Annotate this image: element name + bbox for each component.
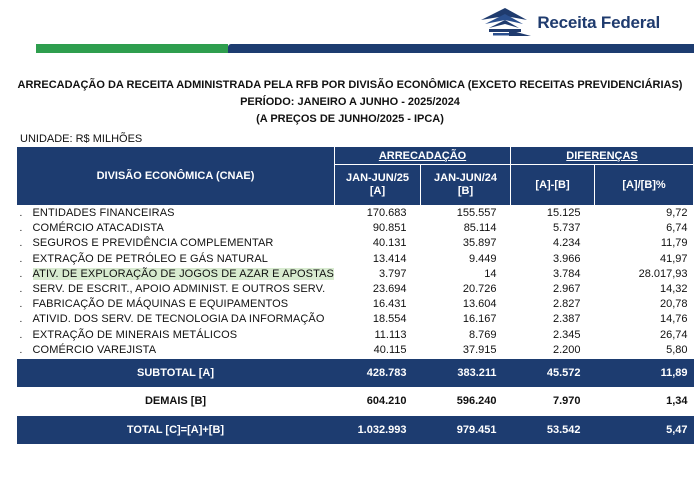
row-bullet: . (19, 208, 23, 220)
demais-row (17, 387, 694, 416)
row-value-b: 85.114 (463, 222, 497, 235)
table-row (17, 282, 694, 297)
row-bullet: . (19, 344, 23, 356)
row-label: COMÉRCIO VAREJISTA (32, 343, 157, 356)
header-col-jan-jun-25-line2: [A] (369, 185, 386, 197)
row-label (31, 267, 335, 282)
header-col-diff: [A]-[B] (511, 165, 595, 206)
header-col-jan-jun-25-line1: JAN-JUN/25 (346, 172, 409, 184)
row-value-b: 16.167 (462, 313, 497, 326)
receita-federal-logo (479, 6, 660, 40)
demais-value-a: 604.210 (366, 394, 407, 407)
row-label: EXTRAÇÃO DE PETRÓLEO E GÁS NATURAL (32, 252, 268, 265)
subtotal-pct: 11,89 (595, 358, 694, 387)
row-pct: 28.017,93 (638, 267, 688, 280)
demais-diff: 7.970 (552, 394, 581, 407)
table-row (17, 252, 694, 267)
green-bar-segment (36, 44, 228, 53)
row-pct: 20,78 (660, 298, 688, 311)
header-col-jan-jun-25 (335, 165, 421, 206)
header-col-pct: [A]/[B]% (595, 165, 694, 206)
row-value-b: 20.726 (462, 283, 497, 296)
row-value-b: 35.897 (462, 237, 497, 250)
row-pct: 14,32 (660, 283, 688, 296)
total-value-a: 1.032.993 (335, 415, 421, 444)
row-pct: 14,76 (660, 313, 688, 326)
row-pct: 5,80 (666, 343, 688, 356)
subtotal-value-a: 428.783 (335, 358, 421, 387)
row-label: EXTRAÇÃO DE MINERAIS METÁLICOS (32, 328, 238, 341)
row-pct: 11,79 (660, 237, 688, 250)
total-value-b: 979.451 (421, 415, 511, 444)
table-row (17, 328, 694, 343)
row-diff: 2.345 (552, 328, 581, 341)
header-color-bar (36, 44, 694, 53)
row-label: FABRICAÇÃO DE MÁQUINAS E EQUIPAMENTOS (32, 298, 289, 311)
table-row (17, 206, 694, 222)
row-diff: 2.387 (552, 313, 581, 326)
total-row (17, 415, 694, 444)
table-row (17, 343, 694, 359)
table-row (17, 312, 694, 327)
row-value-a: 13.414 (372, 252, 407, 265)
row-value-b: 155.557 (456, 207, 497, 220)
subtotal-row (17, 358, 694, 387)
row-pct: 41,97 (660, 252, 688, 265)
row-value-a: 16.431 (372, 298, 407, 311)
header-col-jan-jun-24 (421, 165, 511, 206)
demais-label: DEMAIS [B] (144, 394, 207, 407)
row-value-a: 170.683 (366, 207, 407, 220)
report-price-basis: (A PREÇOS DE JUNHO/2025 - IPCA) (256, 113, 444, 125)
row-value-a: 40.131 (372, 237, 407, 250)
header-arrecadacao (335, 147, 511, 165)
header-arrecadacao-text: ARRECADAÇÃO (378, 149, 467, 162)
row-diff: 2.967 (552, 283, 581, 296)
header-diferencas (511, 147, 694, 165)
row-bullet: . (19, 284, 23, 296)
revenue-table (16, 146, 694, 444)
row-label: SEGUROS E PREVIDÊNCIA COMPLEMENTAR (32, 237, 274, 250)
row-bullet: . (19, 238, 23, 250)
row-value-a: 18.554 (372, 313, 407, 326)
demais-value-b: 596.240 (456, 394, 497, 407)
row-value-b: 8.769 (468, 328, 497, 341)
row-pct: 9,72 (666, 207, 688, 220)
row-label: ENTIDADES FINANCEIRAS (32, 207, 175, 220)
row-value-b: 14 (484, 267, 497, 280)
row-diff: 2.827 (552, 298, 581, 311)
header-col-jan-jun-24-line1: JAN-JUN/24 (434, 172, 497, 184)
row-bullet: . (19, 253, 23, 265)
row-diff: 5.737 (552, 222, 581, 235)
table-row (17, 297, 694, 312)
blue-bar-segment (228, 44, 694, 53)
subtotal-value-b: 383.211 (421, 358, 511, 387)
row-label: ATIVID. DOS SERV. DE TECNOLOGIA DA INFORMAÇÃO (32, 313, 325, 326)
total-pct: 5,47 (595, 415, 694, 444)
receita-federal-emblem-icon (479, 6, 533, 40)
row-diff: 4.234 (552, 237, 581, 250)
row-value-b: 9.449 (468, 252, 497, 265)
row-diff: 3.784 (552, 267, 581, 280)
row-value-a: 23.694 (372, 283, 407, 296)
table-row (17, 221, 694, 236)
header-col-jan-jun-24-line2: [B] (457, 185, 474, 197)
row-label: SERV. DE ESCRIT., APOIO ADMINIST. E OUTROS SERV. (32, 283, 326, 296)
row-diff: 3.966 (552, 252, 581, 265)
row-pct: 26,74 (660, 328, 688, 341)
row-diff: 15.125 (546, 207, 581, 220)
row-value-a: 11.113 (374, 328, 407, 341)
row-label-highlight: ATIV. DE EXPLORAÇÃO DE JOGOS DE AZAR E APOSTAS (32, 267, 334, 280)
unit-label: UNIDADE: R$ MILHÕES (20, 133, 143, 145)
subtotal-diff: 45.572 (511, 358, 595, 387)
logo-text: Receita Federal (537, 13, 660, 32)
report-title: ARRECADAÇÃO DA RECEITA ADMINISTRADA PELA RFB POR DIVISÃO ECONÔMICA (EXCETO RECEITAS PREVIDENCIÁRIAS) (17, 79, 683, 91)
row-value-a: 90.851 (372, 222, 407, 235)
table-row-highlighted (17, 267, 694, 282)
row-diff: 2.200 (552, 343, 581, 356)
row-value-a: 3.797 (378, 267, 407, 280)
table-totals (17, 358, 694, 444)
row-pct: 6,74 (666, 222, 688, 235)
page-header (0, 0, 700, 58)
row-bullet: . (19, 314, 23, 326)
table-row (17, 236, 694, 251)
table-body (17, 206, 694, 359)
row-value-a: 40.115 (373, 343, 407, 356)
row-value-b: 37.915 (462, 343, 497, 356)
row-value-b: 13.604 (462, 298, 497, 311)
total-diff: 53.542 (511, 415, 595, 444)
report-period: PERÍODO: JANEIRO A JUNHO - 2025/2024 (240, 96, 460, 108)
row-bullet: . (19, 223, 23, 235)
row-bullet: . (19, 329, 23, 341)
demais-pct: 1,34 (666, 394, 688, 407)
header-diferencas-text: DIFERENÇAS (566, 149, 638, 162)
subtotal-label: SUBTOTAL [A] (17, 358, 335, 387)
total-label: TOTAL [C]=[A]+[B] (17, 415, 335, 444)
row-bullet: . (19, 299, 23, 311)
row-bullet: . (19, 268, 23, 280)
row-label: COMÉRCIO ATACADISTA (32, 222, 164, 235)
table-header (17, 147, 694, 206)
header-division: DIVISÃO ECONÔMICA (CNAE) (17, 147, 335, 206)
